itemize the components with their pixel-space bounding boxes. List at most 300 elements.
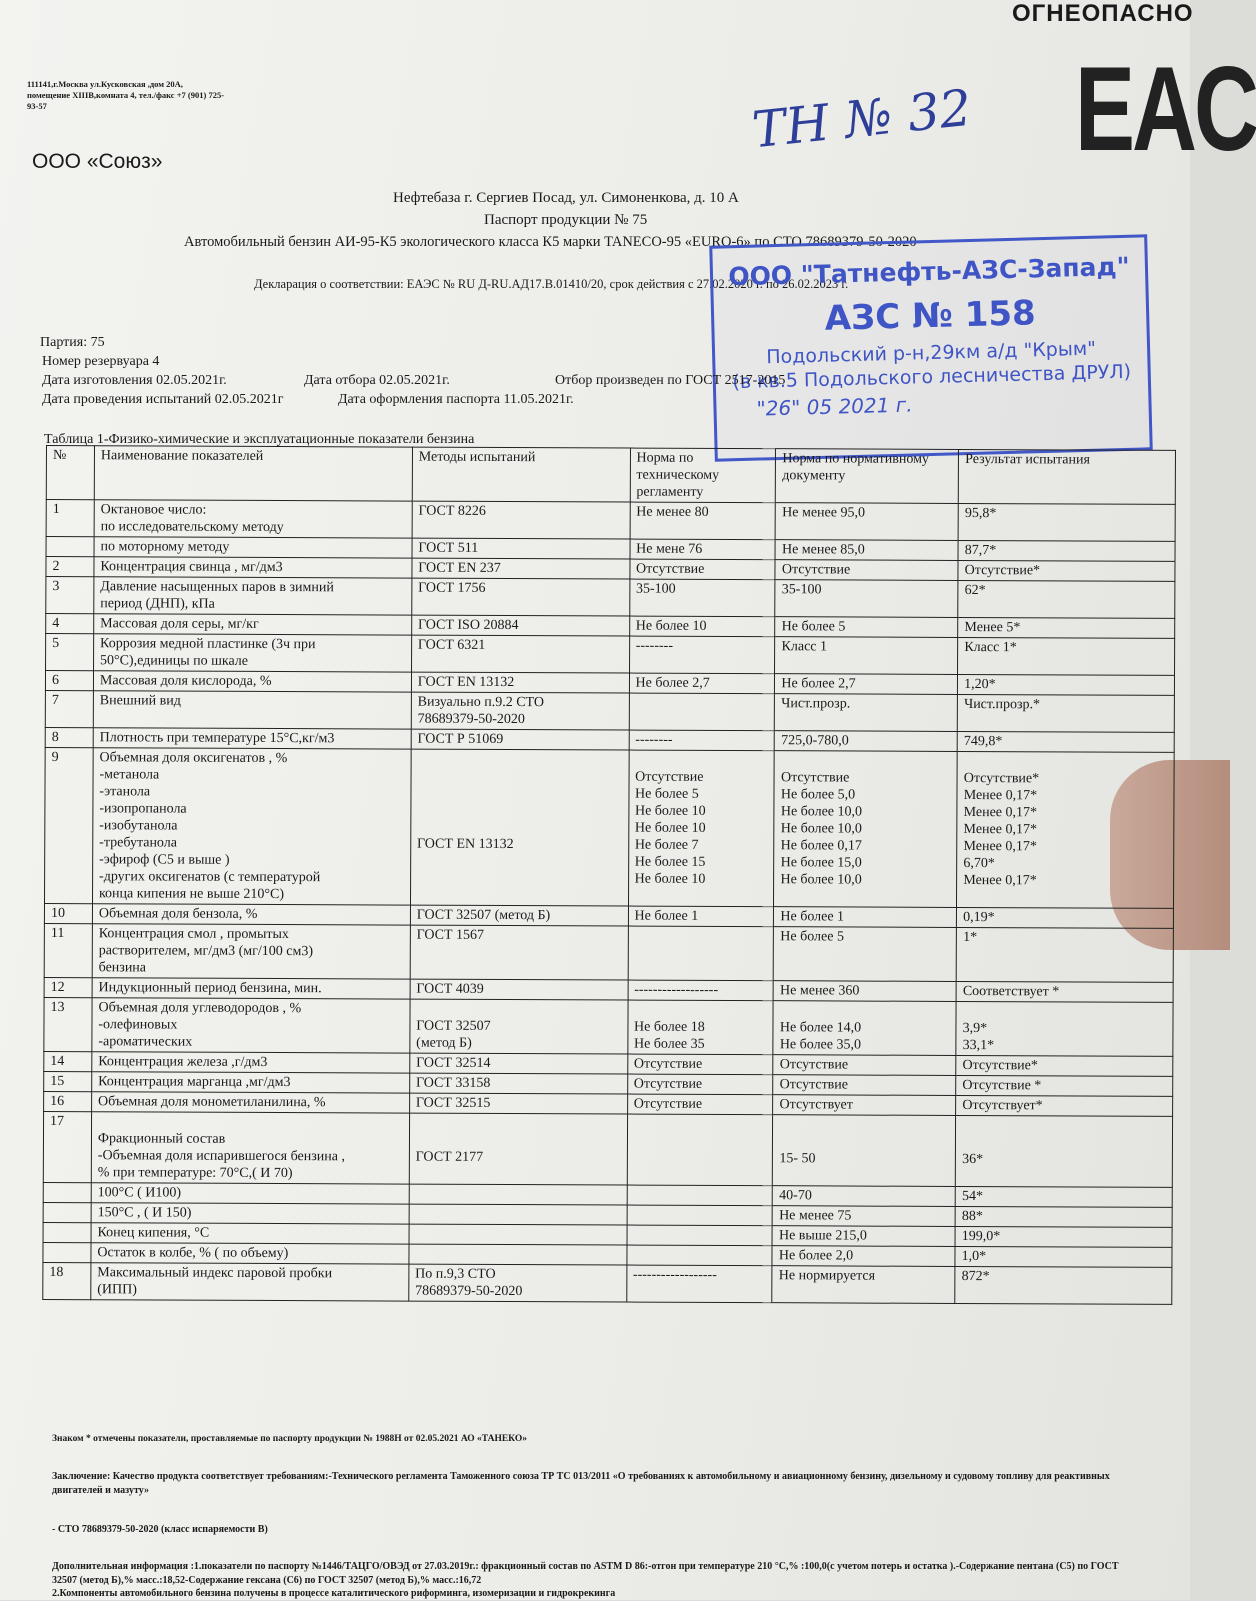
cell-line: конца кипения не выше 210°С): [98, 886, 285, 903]
cell-line: Не менее 80: [636, 504, 709, 520]
cell-name: [94, 614, 412, 635]
table-row: [43, 1262, 1172, 1304]
cell-res: [956, 981, 1173, 1002]
cell-line: 54*: [961, 1189, 983, 1205]
cell-line: ГОСТ 32507 (метод Б): [416, 907, 551, 924]
cell-line: Отсутствие: [635, 769, 704, 785]
company-name: ООО «Союз»: [32, 150, 163, 173]
cell-res: [956, 927, 1173, 982]
cell-tr: [628, 906, 774, 927]
table-row: [44, 997, 1173, 1056]
row-number: 7: [45, 690, 93, 727]
cell-line: Плотность при температуре 15°С,кг/м3: [99, 730, 335, 747]
cell-nd: [775, 637, 958, 675]
cell-line: ГОСТ 1567: [416, 927, 485, 943]
cell-line: Не более 10,0: [780, 872, 862, 888]
cell-method: [410, 999, 628, 1054]
cell-tr: [627, 1245, 773, 1266]
cell-method: [412, 558, 630, 579]
cell-line: Отсутствие: [636, 561, 705, 577]
cell-method: [409, 1073, 627, 1094]
cell-tr: [628, 980, 774, 1001]
cell-line: [415, 1226, 620, 1244]
cell-line: Не более 5,0: [780, 787, 856, 803]
cell-line: 78689379-50-2020: [415, 1283, 523, 1300]
cell-nd: [774, 981, 957, 1002]
cell-res: [958, 617, 1175, 638]
cell-nd: [775, 694, 958, 732]
cell-line: ГОСТ 8226: [418, 503, 486, 519]
row-number: 8: [45, 727, 93, 747]
cell-line: ГОСТ EN 13132: [417, 674, 515, 691]
row-number: 9: [44, 747, 93, 903]
cell-line: Внешний вид: [99, 693, 181, 709]
cell-line: Не более 2,7: [635, 675, 710, 691]
cell-line: Отсутствие: [779, 1057, 849, 1073]
cell-nd: [773, 1075, 956, 1096]
cell-line: Не более 15: [634, 854, 706, 870]
cell-line: Коррозия медной пластинке (3ч при: [100, 636, 316, 653]
row-number: 14: [44, 1051, 92, 1071]
station-stamp: [709, 234, 1153, 461]
cell-method: [410, 749, 628, 906]
cell-line: Менее 0,17*: [963, 805, 1038, 821]
cell-line: -требутанола: [99, 835, 178, 851]
cell-res: [957, 751, 1174, 908]
cell-line: 35-100: [635, 581, 676, 597]
cell-name: [91, 1112, 409, 1184]
cell-res: [958, 674, 1175, 695]
cell-line: ГОСТ 33158: [415, 1075, 491, 1091]
cell-res: [956, 1075, 1173, 1096]
row-number: 16: [44, 1091, 92, 1111]
additional-info: Дополнительная информация :1.показатели по паспорту №1446/ТАЦГО/ОВЭД от 27.03.2019г.: фракционный состав по ASTM D 86:-отгон при температуре 210 °С,% :100,0(с учетом потерь и остатка ).-Содержание пентана (С5) по ГОСТ 32507 (метод Б),% масс.:18,52-Содержание гексана (С6) по ГОСТ 32507 (метод Б),% масс.:16,72: [52, 1561, 1119, 1586]
cell-line: Не более 5: [780, 929, 845, 945]
cell-name: [92, 978, 410, 999]
cell-tr: [629, 559, 775, 580]
cell-line: [416, 1115, 621, 1133]
row-number: 11: [44, 923, 92, 977]
cell-line: Максимальный индекс паровой пробки: [97, 1265, 333, 1282]
cell-name: [94, 557, 412, 578]
cell-line: Чист.прозр.*: [964, 697, 1041, 713]
cell-method: [409, 1244, 627, 1265]
row-number: 12: [44, 977, 92, 997]
cell-nd: [774, 751, 957, 908]
cell-line: 40-70: [779, 1188, 812, 1204]
sampling-date: Дата отбора 02.05.2021г.: [304, 373, 450, 388]
cell-res: [956, 1001, 1173, 1056]
cell-line: Отсутствует*: [962, 1098, 1043, 1114]
cell-line: Не выше 215,0: [778, 1228, 867, 1244]
cell-nd: [772, 1246, 955, 1267]
cell-line: Остаток в колбе, % ( по объему): [97, 1245, 289, 1262]
cell-name: [91, 1223, 409, 1244]
cell-line: Объемная доля оксигенатов , %: [99, 750, 288, 767]
cell-nd: [773, 1055, 956, 1076]
cell-line: ГОСТ EN 13132: [417, 836, 514, 853]
cell-line: Не более 2,0: [778, 1248, 854, 1264]
stamp-location: Подольский р-н,29км а/д "Крым": [766, 337, 1097, 369]
stamp-date: "26" 05 2021 г.: [756, 392, 913, 421]
cell-nd: [775, 580, 958, 618]
stamp-forestry: (в кв.5 Подольского лесничества ДРУЛ): [732, 360, 1132, 394]
cell-tr: [628, 750, 775, 907]
cell-name: [92, 904, 410, 925]
cell-line: Не более 10,0: [780, 804, 863, 820]
cell-name: [93, 691, 411, 729]
cell-res: [958, 580, 1175, 618]
cell-name: [91, 1183, 409, 1204]
cell-line: Не более 5: [781, 619, 846, 635]
table-caption: Таблица 1-Физико-химические и эксплуатационные показатели бензина: [44, 432, 475, 447]
cell-line: Отсутствие: [633, 1076, 703, 1092]
cell-line: [633, 1187, 766, 1205]
cell-line: [962, 1117, 1166, 1135]
cell-line: Массовая доля кислорода, %: [99, 673, 272, 689]
cell-line: бензина: [98, 960, 147, 976]
cell-line: [416, 1132, 621, 1150]
cell-method: [409, 1224, 627, 1245]
cell-line: ГОСТ 32515: [415, 1095, 491, 1111]
additional-info-2: 2.Компоненты автомобильного бензина получены в процессе каталитического риформинга, изомеризации и гидрокрекинга: [52, 1588, 616, 1599]
cell-line: Массовая доля серы, мг/кг: [100, 616, 259, 632]
cell-name: [91, 1243, 409, 1264]
cell-line: Не менее 360: [780, 983, 860, 999]
cell-name: [92, 924, 410, 979]
cell-line: [635, 695, 768, 713]
cell-nd: [774, 907, 957, 928]
cell-line: 3,9*: [962, 1021, 988, 1037]
cell-line: ------------------: [632, 1267, 717, 1283]
cell-line: Фракционный состав: [97, 1131, 226, 1147]
col-header-result: Результат испытания: [958, 449, 1175, 504]
cell-line: Отсутствие*: [963, 771, 1040, 787]
cell-nd: [774, 927, 957, 982]
cell-line: [417, 802, 622, 820]
table-row: [44, 923, 1173, 982]
row-number: 3: [46, 577, 94, 614]
cell-line: % при температуре: 70°С,( И 70): [97, 1165, 293, 1182]
sto-note: - СТО 78689379-50-2020 (класс испаряемости В): [52, 1524, 268, 1535]
cell-method: [411, 692, 629, 730]
cell-line: -ароматических: [98, 1034, 193, 1050]
cell-line: Концентрация железа ,г/дм3: [98, 1054, 268, 1070]
cell-nd: [773, 1206, 956, 1227]
cell-name: [92, 1072, 410, 1093]
cell-line: Не более 35: [633, 1036, 705, 1052]
cell-line: Не менее 95,0: [782, 505, 866, 521]
cell-method: [409, 1264, 627, 1302]
cell-name: [94, 577, 412, 615]
cell-name: [91, 1203, 409, 1224]
cell-line: Отсутствие: [781, 562, 851, 578]
row-number: 10: [44, 903, 92, 923]
cell-line: Класс 1: [781, 639, 828, 655]
row-number: [43, 1242, 91, 1262]
cell-name: [93, 634, 411, 672]
cell-nd: [775, 731, 958, 752]
row-number: 13: [44, 997, 92, 1051]
cell-line: Индукционный период бензина, мин.: [98, 980, 322, 997]
cell-line: Давление насыщенных паров в зимний: [100, 579, 334, 596]
cell-line: --------: [635, 732, 673, 748]
cell-line: Менее 0,17*: [963, 839, 1037, 855]
cell-method: [410, 1053, 628, 1074]
cell-line: -этанола: [99, 784, 151, 800]
test-date: Дата проведения испытаний 02.05.2021г: [42, 392, 284, 407]
cell-line: [417, 819, 622, 837]
cell-nd: [772, 1266, 955, 1304]
cell-line: Соответствует *: [962, 984, 1060, 1000]
row-number: [46, 537, 94, 557]
cell-line: -изопропанола: [99, 801, 187, 817]
cell-line: [415, 1206, 620, 1224]
cell-method: [409, 1184, 627, 1205]
cell-method: [411, 672, 629, 693]
cell-res: [958, 503, 1175, 541]
cell-line: -метанола: [99, 767, 160, 783]
cell-line: [635, 752, 768, 770]
cell-method: [410, 905, 628, 926]
cell-line: [416, 1001, 621, 1019]
batch: Партия: 75: [40, 335, 105, 350]
cell-line: [633, 1207, 766, 1225]
cell-line: Чист.прозр.: [781, 696, 851, 712]
row-number: 2: [46, 557, 94, 577]
cell-line: (ИПП): [97, 1282, 137, 1298]
cell-tr: [630, 539, 776, 560]
cell-line: Объемная доля монометиланилина, %: [98, 1094, 326, 1111]
row-number: 6: [45, 671, 93, 691]
cell-line: Отсутствие*: [964, 563, 1041, 579]
cell-tr: [629, 636, 775, 674]
cell-line: Менее 0,17*: [963, 822, 1038, 838]
cell-method: [410, 979, 628, 1000]
cell-res: [955, 1266, 1172, 1304]
cell-nd: [773, 1186, 956, 1207]
cell-line: [634, 1002, 767, 1020]
cell-res: [958, 637, 1175, 675]
tank-number: Номер резервуара 4: [42, 354, 160, 369]
table-row: [43, 1111, 1172, 1187]
cell-line: Менее 0,17*: [963, 873, 1037, 889]
cell-line: ГОСТ 32507: [416, 1018, 491, 1034]
cell-line: [417, 768, 622, 786]
cell-line: -изобутанола: [99, 818, 178, 834]
stamp-company: ООО "Татнефть-АЗС-Запад": [727, 251, 1131, 292]
cell-line: 1,20*: [964, 677, 996, 693]
cell-line: Не менее 75: [779, 1208, 852, 1224]
cell-tr: [627, 1114, 773, 1186]
cell-res: [956, 1115, 1173, 1187]
handwritten-note: ТН № 32: [749, 78, 975, 160]
cell-res: [957, 694, 1174, 732]
cell-nd: [775, 674, 958, 695]
cell-line: 6,70*: [963, 856, 995, 872]
cell-line: По п.9,3 СТО: [415, 1266, 496, 1282]
passport-number: Паспорт продукции № 75: [484, 212, 648, 228]
row-number: 5: [46, 634, 94, 671]
cell-line: по исследовательскому методу: [100, 519, 284, 536]
cell-method: [411, 729, 629, 750]
stamp-station: АЗС № 158: [824, 293, 1037, 339]
row-number: [43, 1202, 91, 1222]
cell-res: [956, 1095, 1173, 1116]
cell-line: [633, 1247, 766, 1265]
cell-line: Отсутствие: [633, 1096, 703, 1112]
cell-line: (метод Б): [416, 1035, 472, 1051]
cell-line: растворителем, мг/дм3 (мг/100 см3): [98, 943, 314, 960]
manufacture-date: Дата изготовления 02.05.2021г.: [42, 373, 227, 388]
cell-line: 62*: [964, 583, 986, 599]
cell-line: ГОСТ 2177: [415, 1149, 484, 1165]
cell-line: Отсутствие *: [962, 1078, 1042, 1094]
cell-tr: [627, 1225, 773, 1246]
cell-name: [94, 500, 412, 538]
col-header-name: Наименование показателей: [94, 446, 412, 501]
cell-line: 872*: [961, 1269, 990, 1285]
cell-line: 36*: [962, 1152, 984, 1168]
cell-tr: [627, 1185, 773, 1206]
cell-line: 1,0*: [961, 1249, 987, 1265]
cell-line: Объемная доля бензола, %: [98, 906, 258, 922]
cell-line: Конец кипения, °С: [97, 1225, 210, 1241]
table-body: [43, 500, 1175, 1305]
cell-line: -олефиновых: [98, 1017, 178, 1033]
cell-line: [780, 1002, 950, 1020]
cell-method: [409, 1093, 627, 1114]
cell-name: [94, 537, 412, 558]
cell-method: [412, 538, 630, 559]
cell-line: 15- 50: [779, 1151, 816, 1167]
cell-tr: [627, 1000, 773, 1055]
cell-tr: [629, 579, 775, 617]
cell-line: Класс 1*: [964, 640, 1017, 656]
cell-line: по моторному методу: [100, 539, 230, 555]
table-row: [46, 577, 1175, 619]
cell-line: [634, 928, 767, 946]
cell-line: 87,7*: [964, 543, 997, 559]
cell-method: [409, 1113, 627, 1185]
cell-line: --------: [635, 638, 674, 654]
sampling-standard: Отбор произведен по ГОСТ 2517-2015: [555, 373, 786, 388]
cell-tr: [626, 1265, 772, 1303]
cell-line: 150°С , ( И 150): [97, 1205, 192, 1221]
cell-res: [955, 1226, 1172, 1247]
passport-issue-date: Дата оформления паспорта 11.05.2021г.: [338, 392, 574, 407]
cell-method: [409, 1204, 627, 1225]
cell-tr: [627, 1054, 773, 1075]
cell-line: Концентрация марганца ,мг/дм3: [98, 1074, 291, 1091]
cell-line: ------------------: [634, 982, 719, 998]
col-header-tech-norm: Норма по техническому регламенту: [630, 448, 776, 503]
cell-method: [412, 578, 630, 616]
eac-mark: EAC: [1075, 42, 1256, 176]
row-number: 17: [43, 1111, 91, 1182]
cell-line: [415, 1246, 620, 1264]
cell-tr: [627, 1205, 773, 1226]
cell-tr: [628, 926, 774, 981]
cell-line: Менее 5*: [964, 620, 1021, 636]
cell-nd: [776, 503, 959, 541]
cell-nd: [773, 1001, 956, 1056]
conclusion: Заключение: Качество продукта соответствует требованиям:-Технического регламента Таможенного союза ТР ТС 013/2011 «О требованиях к автомобильному и авиационному бензину, дизельному и судовому топливу для реактивных двигателей и мазуту»: [52, 1471, 1110, 1496]
cell-res: [956, 1055, 1173, 1076]
cell-line: Визуально п.9.2 СТО: [417, 694, 545, 711]
cell-line: 0,19*: [963, 910, 995, 926]
row-number: 4: [46, 614, 94, 634]
cell-line: Не мене 76: [636, 541, 703, 557]
cell-line: 50°С),единицы по шкале: [99, 653, 249, 669]
cell-line: ГОСТ 1756: [418, 580, 486, 596]
cell-line: Не более 18: [634, 1019, 705, 1035]
cell-nd: [773, 1115, 956, 1187]
table-header-row: [46, 446, 1175, 505]
cell-line: Не нормируется: [778, 1268, 876, 1284]
cell-line: Отсутствие: [633, 1056, 703, 1072]
cell-line: [634, 1116, 767, 1134]
cell-line: Не более 10,0: [780, 821, 862, 837]
cell-line: 88*: [961, 1209, 983, 1225]
cell-line: Не более 10: [634, 820, 706, 836]
cell-line: 78689379-50-2020: [417, 711, 525, 728]
cell-line: -других оксигенатов (с температурой: [99, 869, 321, 886]
cell-line: Не более 7: [634, 837, 699, 853]
cell-line: ГОСТ 32514: [416, 1055, 491, 1071]
cell-line: 100°С ( И100): [97, 1185, 182, 1201]
cell-line: Не более 10: [634, 803, 706, 819]
cell-nd: [773, 1095, 956, 1116]
cell-tr: [629, 693, 775, 731]
cell-nd: [775, 617, 958, 638]
cell-res: [955, 1246, 1172, 1267]
cell-line: [417, 785, 622, 803]
table-row: [45, 690, 1174, 732]
cell-res: [955, 1206, 1172, 1227]
cell-line: Не более 1: [780, 909, 845, 925]
cell-line: ГОСТ ISO 20884: [417, 617, 519, 634]
cell-line: Отсутствует: [779, 1097, 853, 1113]
cell-line: ГОСТ 4039: [416, 981, 484, 997]
cell-line: Отсутствие*: [962, 1058, 1038, 1074]
table-row: [46, 500, 1175, 542]
cell-nd: [775, 560, 958, 581]
cell-line: [781, 752, 951, 770]
cell-name: [92, 1052, 410, 1073]
cell-nd: [772, 1226, 955, 1247]
cell-line: -эфироф (С5 и выше ): [99, 852, 230, 868]
cell-line: [633, 1227, 766, 1245]
cell-line: Октановое число:: [100, 502, 207, 518]
cell-name: [91, 1263, 409, 1301]
cell-line: 35-100: [781, 582, 822, 598]
company-address: 111141,г.Москва ул.Кусковская ,дом 20А, помещение XIIIВ,комната 4, тел./факс +7 (901) 725-93-57: [27, 79, 225, 111]
cell-line: [417, 751, 622, 769]
cell-line: [962, 1134, 1166, 1152]
cell-method: [411, 615, 629, 636]
cell-line: Концентрация свинца , мг/дм3: [100, 559, 283, 576]
row-number: [43, 1182, 91, 1202]
cell-line: ГОСТ Р 51069: [417, 731, 504, 747]
col-header-doc-norm: Норма по нормативному документу: [776, 449, 959, 504]
cell-method: [412, 501, 630, 539]
cell-line: ГОСТ EN 237: [418, 560, 501, 576]
cell-name: [92, 1092, 410, 1113]
cell-line: -Объемная доля испарившегося бензина ,: [97, 1148, 346, 1165]
cell-name: [92, 998, 410, 1053]
cell-line: Не более 15,0: [780, 855, 862, 871]
